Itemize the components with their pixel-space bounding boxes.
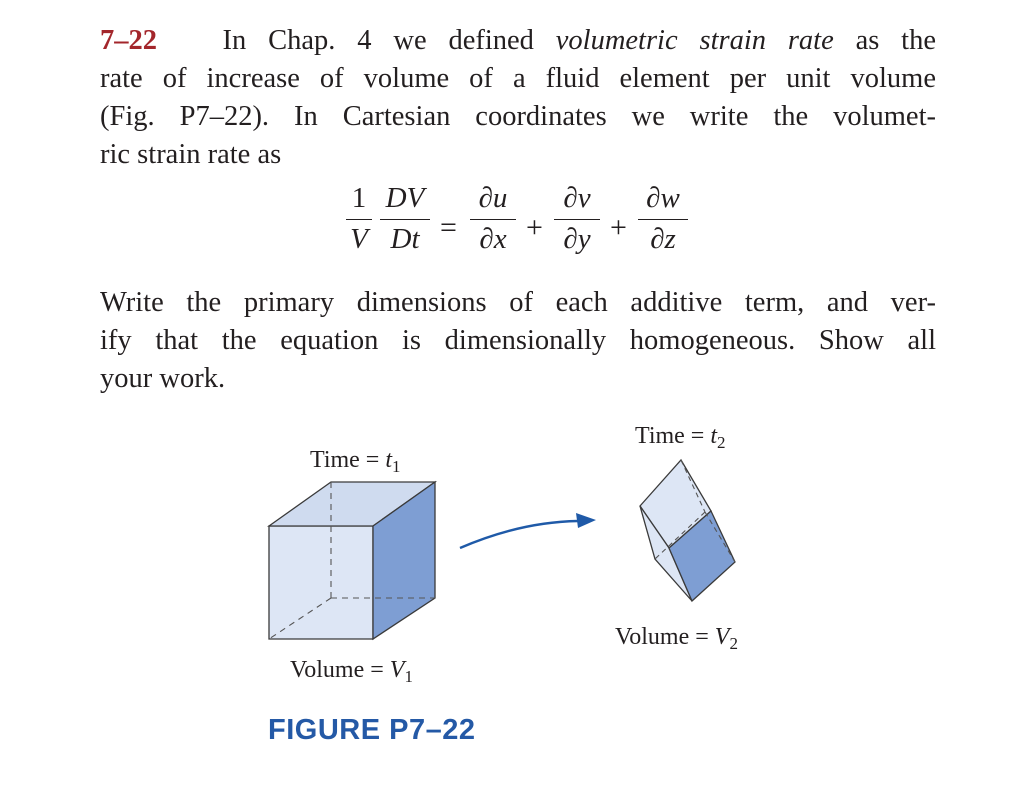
problem-line-4: ric strain rate as xyxy=(100,139,282,170)
problem-line-1: 7–22 In Chap. 4 we defined volumetric strain rate as the xyxy=(100,25,937,56)
fraction-DV-over-Dt: DV Dt xyxy=(380,183,430,254)
time-2-label: Time = $t_2$ xyxy=(635,423,726,452)
plus-sign-2: + xyxy=(610,211,627,244)
fraction-du-dx: ∂u ∂x xyxy=(470,183,516,254)
problem-line-2: rate of increase of volume of a fluid element per unit volume xyxy=(100,63,936,94)
equals-sign: = xyxy=(440,211,457,244)
time-1-label: Time = $t_1$ xyxy=(310,447,401,476)
cube-front-face xyxy=(269,526,373,639)
emphasized-term: volumetric strain rate xyxy=(555,25,834,56)
question-line-1: Write the primary dimensions of each additive term, and ver- xyxy=(100,287,936,318)
plus-sign-1: + xyxy=(526,211,543,244)
question-line-2: ify that the equation is dimensionally homogeneous. Show all xyxy=(100,325,936,356)
fraction-dv-dy: ∂v ∂y xyxy=(554,183,600,254)
question-line-3: your work. xyxy=(100,363,226,394)
deformation-arrow xyxy=(460,513,596,548)
volume-1-label: Volume = $V_1$ xyxy=(290,657,413,686)
problem-line-3: (Fig. P7–22). In Cartesian coordinates we write the volumet- xyxy=(100,101,936,132)
problem-number: 7–22 xyxy=(100,25,157,56)
fraction-dw-dz: ∂w ∂z xyxy=(638,183,688,254)
figure-caption: FIGURE P7–22 xyxy=(268,714,476,746)
volume-2-label: Volume = $V_2$ xyxy=(615,624,738,653)
deformed-element-time-2 xyxy=(640,460,735,601)
cube-time-1 xyxy=(269,482,435,639)
fraction-one-over-V: 1 V xyxy=(346,183,372,254)
